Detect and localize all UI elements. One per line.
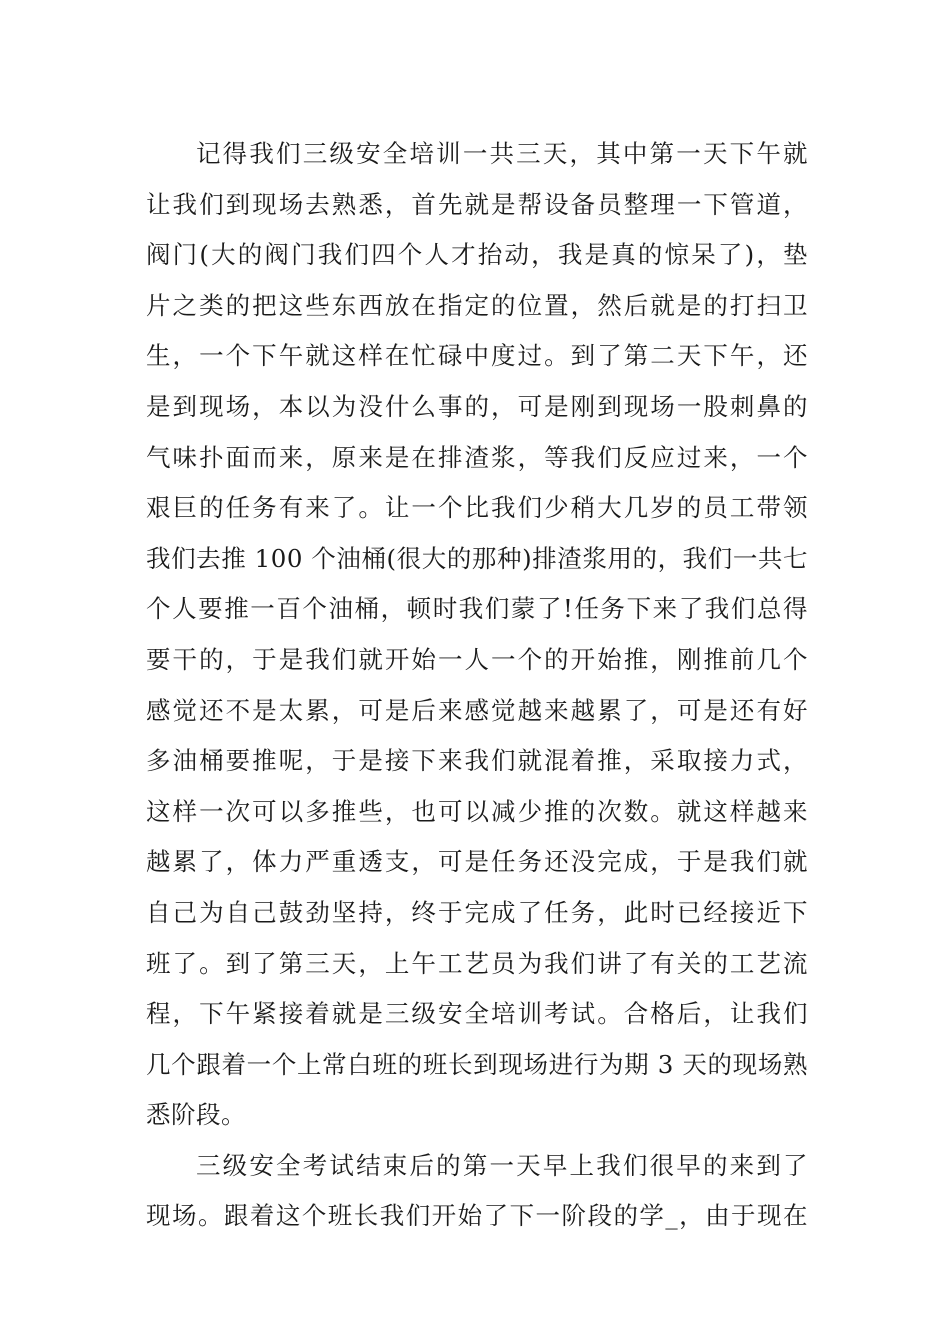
text-line: 生，一个下午就这样在忙碌中度过。到了第二天下午，还 [146, 341, 808, 371]
text-line: 程，下午紧接着就是三级安全培训考试。合格后，让我们 [146, 999, 808, 1029]
text-line: 越累了，体力严重透支，可是任务还没完成，于是我们就 [146, 847, 808, 877]
text-line: 几个跟着一个上常白班的班长到现场进行为期 3 天的现场熟 [146, 1049, 808, 1079]
text-line: 悉阶段。 [146, 1100, 246, 1130]
paragraph-2 [146, 1141, 808, 1242]
text-line: 三级安全考试结束后的第一天早上我们很早的来到了 [196, 1150, 808, 1180]
text-line: 是到现场，本以为没什么事的，可是刚到现场一股刺鼻的 [146, 391, 808, 421]
document-body [146, 129, 808, 1242]
text-line: 片之类的把这些东西放在指定的位置，然后就是的打扫卫 [146, 290, 808, 320]
text-line: 现场。跟着这个班长我们开始了下一阶段的学_，由于现在 [146, 1201, 808, 1231]
text-line: 感觉还不是太累，可是后来感觉越来越累了，可是还有好 [146, 695, 808, 725]
text-line: 记得我们三级安全培训一共三天，其中第一天下午就 [196, 139, 808, 168]
text-line: 气味扑面而来，原来是在排渣浆，等我们反应过来，一个 [146, 442, 808, 472]
text-line: 我们去推 100 个油桶(很大的那种)排渣浆用的，我们一共七 [146, 543, 808, 573]
text-line: 班了。到了第三天，上午工艺员为我们讲了有关的工艺流 [146, 948, 808, 978]
text-line: 自己为自己鼓劲坚持，终于完成了任务，此时已经接近下 [146, 897, 808, 927]
paragraph-1 [146, 129, 808, 1141]
text-line: 让我们到现场去熟悉，首先就是帮设备员整理一下管道， [146, 189, 808, 219]
text-line: 个人要推一百个油桶，顿时我们蒙了!任务下来了我们总得 [146, 594, 808, 624]
text-line: 这样一次可以多推些，也可以减少推的次数。就这样越来 [146, 796, 808, 826]
text-line: 艰巨的任务有来了。让一个比我们少稍大几岁的员工带领 [146, 493, 808, 523]
text-line: 阀门(大的阀门我们四个人才抬动，我是真的惊呆了)，垫 [146, 240, 808, 270]
text-line: 多油桶要推呢，于是接下来我们就混着推，采取接力式， [146, 746, 808, 776]
text-line: 要干的，于是我们就开始一人一个的开始推，刚推前几个 [146, 644, 808, 674]
